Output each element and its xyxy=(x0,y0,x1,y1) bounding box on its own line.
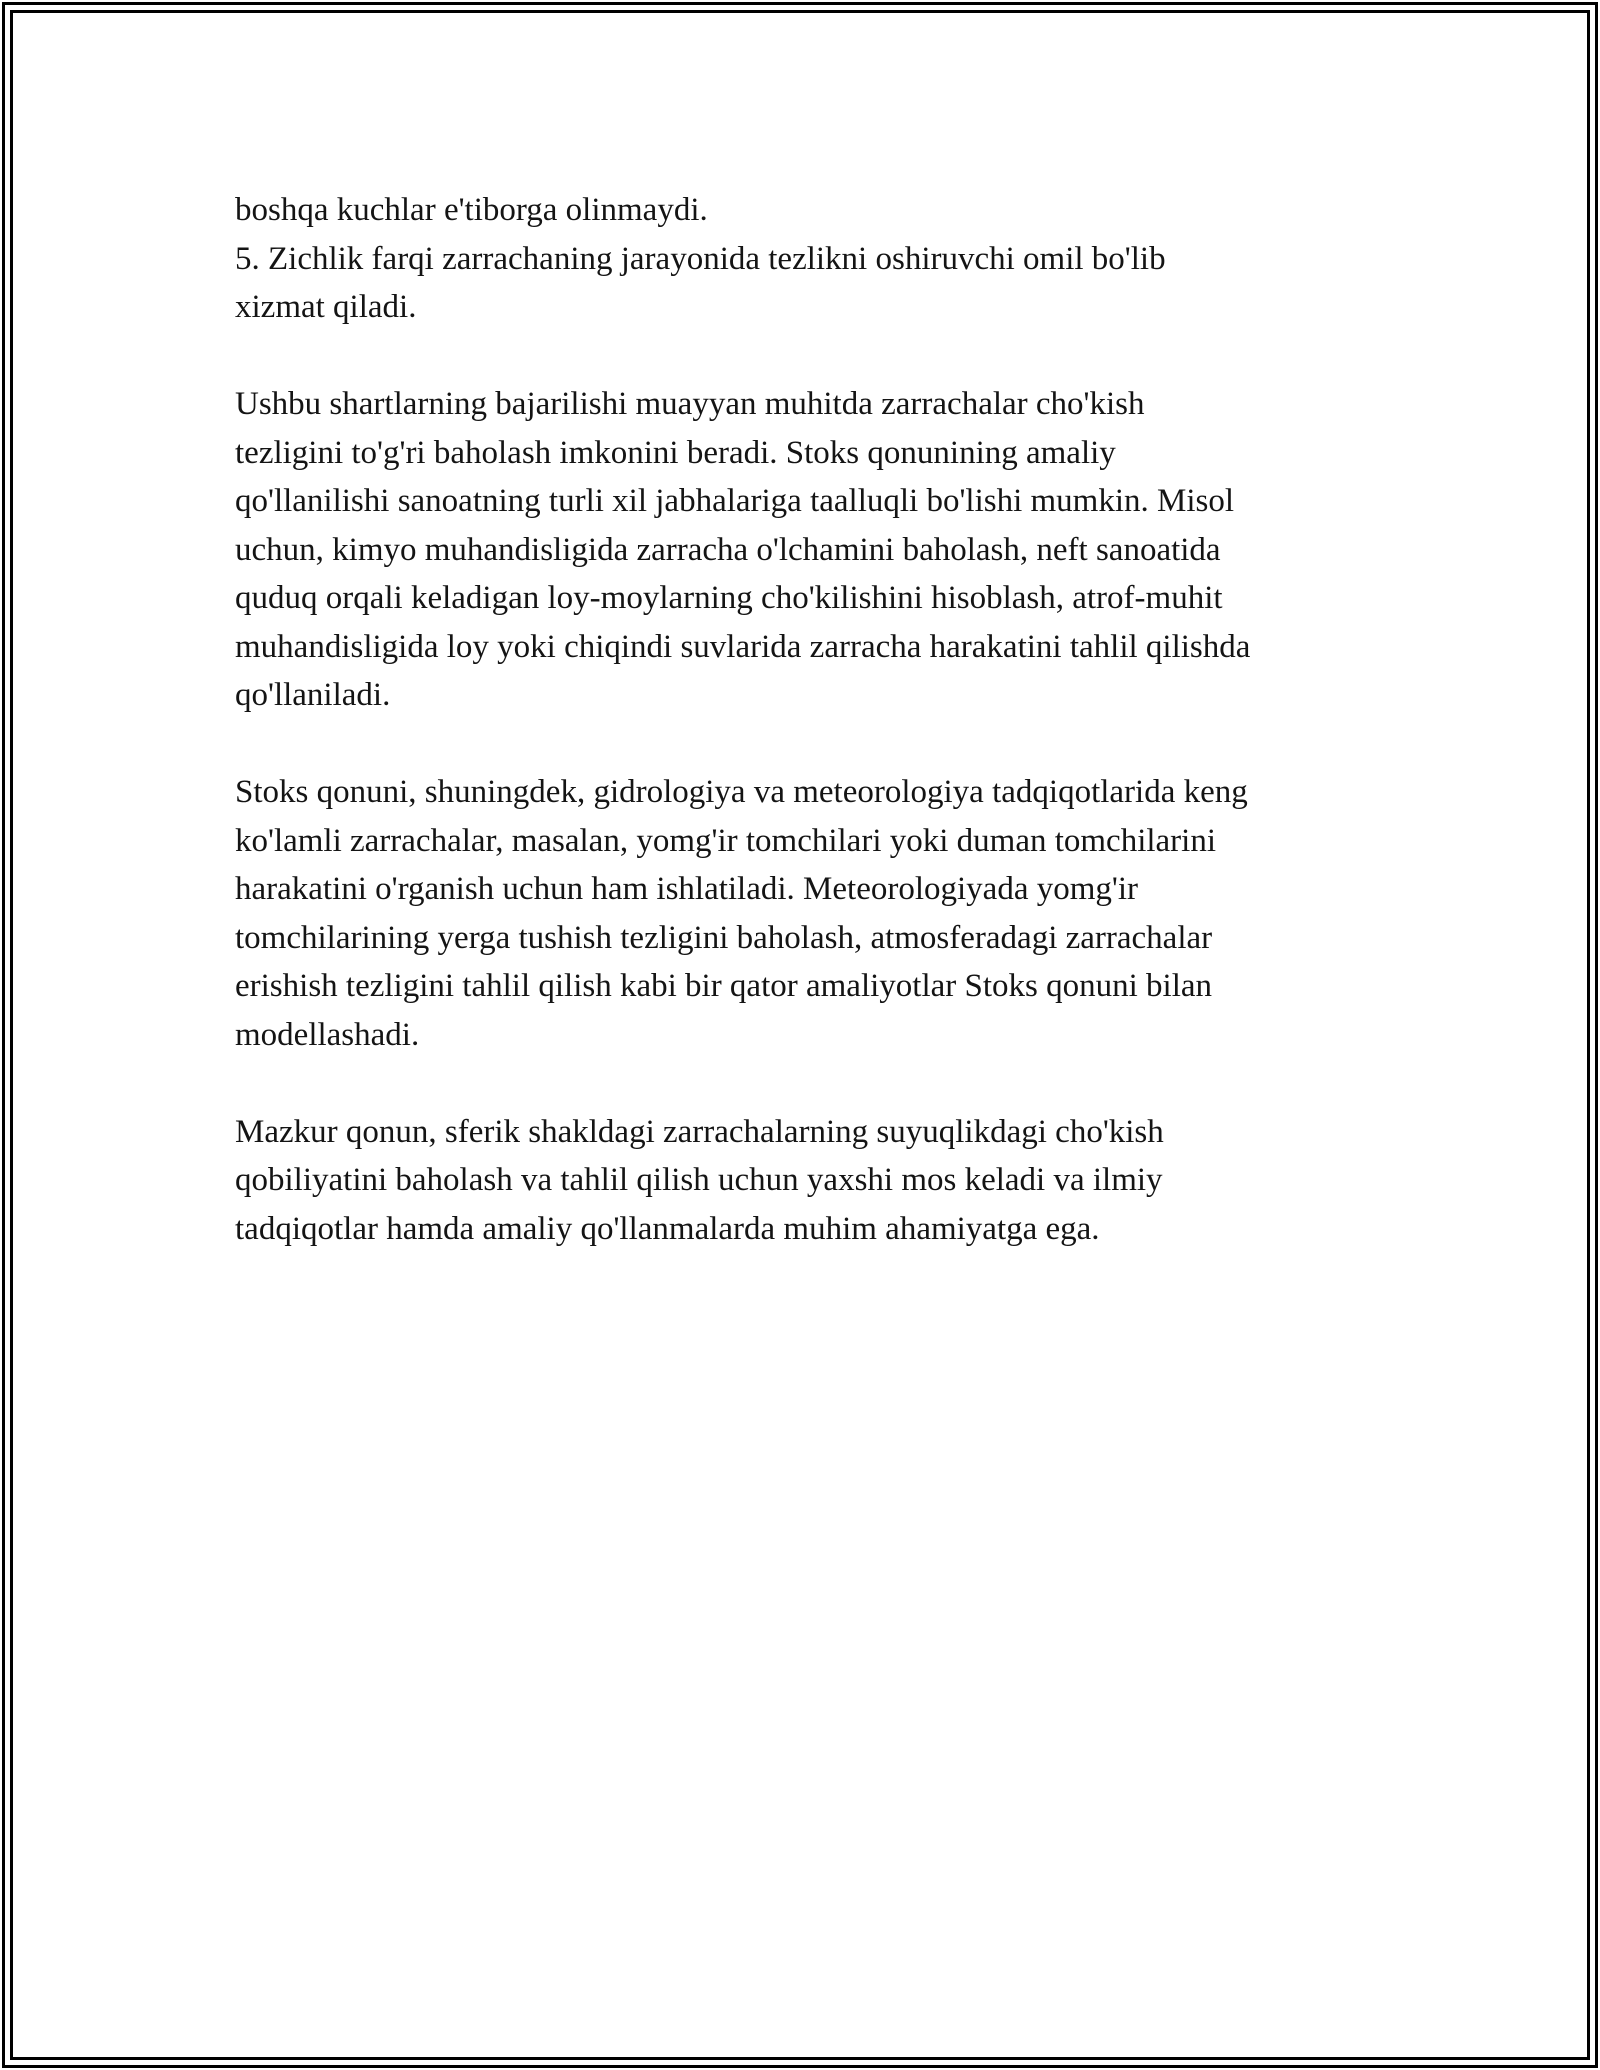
document-body xyxy=(235,186,1375,1253)
text-line: 5. Zichlik farqi zarrachaning jarayonida tezlikni oshiruvchi omil bo'lib xyxy=(235,240,1166,277)
text-line: tezligini to'g'ri baholash imkonini beradi. Stoks qonunining amaliy xyxy=(235,434,1116,471)
text-line: Stoks qonuni, shuningdek, gidrologiya va meteorologiya tadqiqotlarida keng xyxy=(235,774,1248,810)
text-line: ko'lamli zarrachalar, masalan, yomg'ir tomchilari yoki duman tomchilarini xyxy=(235,822,1217,859)
text-line: uchun, kimyo muhandisligida zarracha o'lchamini baholash, neft sanoatida xyxy=(235,531,1221,568)
paragraph-2 xyxy=(235,380,1375,720)
text-line: harakatini o'rganish uchun ham ishlatiladi. Meteorologiyada yomg'ir xyxy=(235,871,1138,907)
text-line: boshqa kuchlar e'tiborga olinmaydi. xyxy=(235,192,708,228)
text-line: erishish tezligini tahlil qilish kabi bir qator amaliyotlar Stoks qonuni bilan xyxy=(235,968,1213,1004)
text-line: qo'llanilishi sanoatning turli xil jabhalariga taalluqli bo'lishi mumkin. Misol xyxy=(235,483,1235,519)
text-line: tadqiqotlar hamda amaliy qo'llanmalarda muhim ahamiyatga ega. xyxy=(235,1210,1100,1247)
paragraph-1 xyxy=(235,186,1375,332)
text-line: modellashadi. xyxy=(235,1016,420,1053)
text-line: tomchilarining yerga tushish tezligini baholash, atmosferadagi zarrachalar xyxy=(235,919,1213,956)
paragraph-3 xyxy=(235,768,1375,1059)
text-line: muhandisligida loy yoki chiqindi suvlarida zarracha harakatini tahlil qilishda xyxy=(235,628,1251,665)
text-line: Mazkur qonun, sferik shakldagi zarrachalarning suyuqlikdagi cho'kish xyxy=(235,1113,1164,1150)
text-line: qobiliyatini baholash va tahlil qilish uchun yaxshi mos keladi va ilmiy xyxy=(235,1162,1163,1198)
paragraph-4 xyxy=(235,1108,1375,1254)
text-line: qo'llaniladi. xyxy=(235,677,391,713)
text-line: quduq orqali keladigan loy-moylarning cho'kilishini hisoblash, atrof-muhit xyxy=(235,580,1223,616)
text-line: Ushbu shartlarning bajarilishi muayyan muhitda zarrachalar cho'kish xyxy=(235,386,1145,422)
text-line: xizmat qiladi. xyxy=(235,289,417,325)
